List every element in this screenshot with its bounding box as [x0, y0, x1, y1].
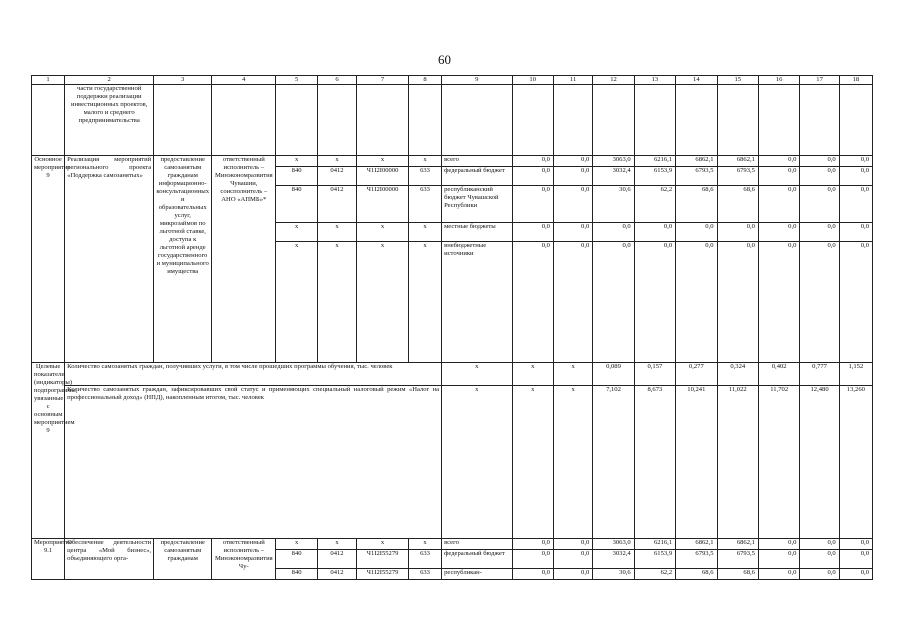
- funding-value: 0,0: [839, 167, 872, 186]
- measure-name: Мероприятие 9.1: [32, 539, 65, 580]
- funding-value: 0,0: [512, 550, 553, 569]
- indicator-value: 1,152: [839, 363, 872, 386]
- column-number: 3: [154, 76, 212, 85]
- funding-value: 6153,9: [634, 167, 675, 186]
- indicator-value: 11,702: [758, 386, 799, 539]
- section-code: x: [317, 242, 356, 363]
- section-code: x: [317, 156, 356, 167]
- grbs-code: x: [276, 242, 317, 363]
- funding-value: 0,0: [758, 569, 799, 580]
- funding-value: 0,0: [593, 223, 634, 242]
- table-cell: [442, 85, 512, 156]
- funding-value: 0,0: [676, 242, 717, 363]
- measure-executor: ответственный исполнитель – Минэкономразвития Чу-: [212, 539, 276, 580]
- column-number: 14: [676, 76, 717, 85]
- funding-value: 0,0: [839, 156, 872, 167]
- column-number: 18: [839, 76, 872, 85]
- funding-value: 0,0: [553, 242, 592, 363]
- funding-value: 0,0: [676, 223, 717, 242]
- table-cell: [800, 85, 839, 156]
- table-cell: [634, 85, 675, 156]
- funding-value: 0,0: [512, 223, 553, 242]
- grbs-code: 840: [276, 167, 317, 186]
- funding-value: 0,0: [758, 539, 799, 550]
- funding-value: 0,0: [512, 569, 553, 580]
- section-code: 0412: [317, 186, 356, 223]
- grbs-code: 840: [276, 186, 317, 223]
- column-number: 10: [512, 76, 553, 85]
- expense-type-code: x: [408, 242, 441, 363]
- indicator-value: 12,480: [800, 386, 839, 539]
- funding-value: 30,6: [593, 186, 634, 223]
- funding-value: 0,0: [800, 186, 839, 223]
- column-number: 13: [634, 76, 675, 85]
- table-cell: [717, 85, 758, 156]
- table-cell: [408, 85, 441, 156]
- funding-value: 0,0: [839, 550, 872, 569]
- indicators-label: Целевые показатели (индикаторы) подпрограммы, увязанные с основным мероприятием 9: [32, 363, 65, 539]
- target-article-code: x: [357, 242, 409, 363]
- funding-value: 3032,4: [593, 550, 634, 569]
- funding-value: 68,6: [676, 186, 717, 223]
- measure-executor: ответственный исполнитель – Минэкономразвития Чувашии, соисполнитель – АНО «АПМБ»*: [212, 156, 276, 363]
- funding-value: 0,0: [512, 242, 553, 363]
- measure-result: предоставление самозанятым гражданам информационно-консультационных и образовательных услуг, микрозаймов по льготной ставке, доступа к льготной аренде государственного и муниципального имущества: [154, 156, 212, 363]
- indicator-value: 11,022: [717, 386, 758, 539]
- measure-description: Реализация мероприятий регионального проекта «Поддержка самозанятых»: [65, 156, 154, 363]
- indicator-text: Количество самозанятых граждан, зафиксировавших свой статус и применяющих специальный налоговый режим «Налог на профессиональный доход» (НПД), накопленным итогом, тыс. человек: [65, 386, 442, 539]
- grbs-code: 840: [276, 550, 317, 569]
- indicator-row: [32, 386, 873, 539]
- target-article-code: x: [357, 539, 409, 550]
- funding-value: 0,0: [800, 156, 839, 167]
- section-code: x: [317, 223, 356, 242]
- funding-value: 0,0: [553, 186, 592, 223]
- funding-value: 0,0: [634, 223, 675, 242]
- funding-value: 0,0: [800, 550, 839, 569]
- funding-value: 0,0: [553, 223, 592, 242]
- funding-value: 3032,4: [593, 167, 634, 186]
- table-cell: [317, 85, 356, 156]
- indicator-value: 0,324: [717, 363, 758, 386]
- table-cell: [32, 85, 65, 156]
- funding-value: 6862,1: [717, 156, 758, 167]
- indicator-value: 0,157: [634, 363, 675, 386]
- target-article-code: Ч1I2I00000: [357, 167, 409, 186]
- table-cell: [212, 85, 276, 156]
- funding-value: 0,0: [553, 550, 592, 569]
- funding-value: 0,0: [839, 242, 872, 363]
- funding-value: 0,0: [512, 539, 553, 550]
- continuation-text: части государственной поддержки реализации инвестиционных проектов, малого и среднего предпринимательства: [65, 85, 154, 156]
- funding-value: 6216,1: [634, 156, 675, 167]
- funding-value: 68,6: [717, 186, 758, 223]
- funding-value: 6216,1: [634, 539, 675, 550]
- grbs-code: x: [276, 156, 317, 167]
- funding-value: 0,0: [800, 539, 839, 550]
- funding-value: 0,0: [758, 186, 799, 223]
- column-number: 6: [317, 76, 356, 85]
- funding-value: 62,2: [634, 186, 675, 223]
- target-article-code: x: [357, 156, 409, 167]
- section-code: 0412: [317, 167, 356, 186]
- measure-name: Основное мероприятие 9: [32, 156, 65, 363]
- target-article-code: Ч1I2I55279: [357, 550, 409, 569]
- indicator-value: 0,277: [676, 363, 717, 386]
- funding-value: 0,0: [839, 223, 872, 242]
- expense-type-code: x: [408, 539, 441, 550]
- funding-value: 6153,9: [634, 550, 675, 569]
- funding-value: 0,0: [634, 242, 675, 363]
- expense-type-code: x: [408, 223, 441, 242]
- continuation-row: [32, 85, 873, 156]
- target-article-code: Ч1I2I00000: [357, 186, 409, 223]
- column-number: 16: [758, 76, 799, 85]
- expense-type-code: 633: [408, 167, 441, 186]
- column-number: 9: [442, 76, 512, 85]
- expense-type-code: 633: [408, 186, 441, 223]
- grbs-code: 840: [276, 569, 317, 580]
- funding-value: 0,0: [553, 156, 592, 167]
- column-number: 1: [32, 76, 65, 85]
- section-code: 0412: [317, 550, 356, 569]
- funding-value: 6793,5: [676, 550, 717, 569]
- column-number: 5: [276, 76, 317, 85]
- indicator-x: x: [442, 386, 512, 539]
- expense-type-code: x: [408, 156, 441, 167]
- grbs-code: x: [276, 223, 317, 242]
- funding-value: 3063,0: [593, 156, 634, 167]
- measure-row: [32, 539, 873, 550]
- funding-value: 30,6: [593, 569, 634, 580]
- table-cell: [839, 85, 872, 156]
- indicator-x: x: [553, 386, 592, 539]
- funding-value: 0,0: [512, 156, 553, 167]
- funding-source: федеральный бюджет: [442, 167, 512, 186]
- table-cell: [676, 85, 717, 156]
- funding-value: 0,0: [717, 242, 758, 363]
- funding-value: 0,0: [758, 156, 799, 167]
- funding-value: 0,0: [593, 242, 634, 363]
- indicator-x: x: [512, 386, 553, 539]
- funding-value: 0,0: [839, 539, 872, 550]
- indicator-value: 13,260: [839, 386, 872, 539]
- section-code: 0412: [317, 569, 356, 580]
- section-code: x: [317, 539, 356, 550]
- column-number: 15: [717, 76, 758, 85]
- expense-type-code: 633: [408, 569, 441, 580]
- funding-value: 6862,1: [676, 539, 717, 550]
- measure-description: Обеспечение деятельности центра «Мой бизнес», объединяющего орга-: [65, 539, 154, 580]
- funding-value: 0,0: [717, 223, 758, 242]
- table-cell: [357, 85, 409, 156]
- funding-value: 0,0: [553, 539, 592, 550]
- funding-value: 6862,1: [717, 539, 758, 550]
- funding-source: местные бюджеты: [442, 223, 512, 242]
- funding-value: 0,0: [800, 223, 839, 242]
- indicator-value: 0,089: [593, 363, 634, 386]
- indicator-text: Количество самозанятых граждан, получивших услуги, в том числе прошедших программы обучения, тыс. человек: [65, 363, 442, 386]
- grbs-code: x: [276, 539, 317, 550]
- funding-source: республиканский бюджет Чувашской Республики: [442, 186, 512, 223]
- indicator-x: x: [442, 363, 512, 386]
- funding-value: 68,6: [717, 569, 758, 580]
- funding-value: 0,0: [758, 167, 799, 186]
- target-article-code: Ч1I2I55279: [357, 569, 409, 580]
- indicator-row: [32, 363, 873, 386]
- indicator-x: x: [512, 363, 553, 386]
- program-table: [31, 75, 873, 580]
- funding-value: 62,2: [634, 569, 675, 580]
- column-number: 2: [65, 76, 154, 85]
- column-number: 11: [553, 76, 592, 85]
- expense-type-code: 633: [408, 550, 441, 569]
- funding-value: 0,0: [839, 569, 872, 580]
- indicator-value: 0,777: [800, 363, 839, 386]
- target-article-code: x: [357, 223, 409, 242]
- funding-value: 0,0: [800, 167, 839, 186]
- indicator-value: 10,241: [676, 386, 717, 539]
- funding-value: 0,0: [839, 186, 872, 223]
- indicator-value: 8,673: [634, 386, 675, 539]
- funding-value: 0,0: [800, 242, 839, 363]
- measure-result: предоставление самозанятым гражданам: [154, 539, 212, 580]
- funding-source: внебюджетные источники: [442, 242, 512, 363]
- funding-value: 6793,5: [676, 167, 717, 186]
- measure-row: [32, 156, 873, 167]
- funding-value: 0,0: [758, 242, 799, 363]
- funding-value: 0,0: [800, 569, 839, 580]
- funding-source: федеральный бюджет: [442, 550, 512, 569]
- column-number: 8: [408, 76, 441, 85]
- funding-value: 68,6: [676, 569, 717, 580]
- indicator-x: x: [553, 363, 592, 386]
- table-cell: [758, 85, 799, 156]
- funding-value: 6793,5: [717, 550, 758, 569]
- table-cell: [276, 85, 317, 156]
- funding-value: 0,0: [553, 569, 592, 580]
- column-number: 12: [593, 76, 634, 85]
- funding-value: 0,0: [512, 167, 553, 186]
- indicator-value: 7,102: [593, 386, 634, 539]
- table-cell: [512, 85, 553, 156]
- column-number: 7: [357, 76, 409, 85]
- funding-value: 0,0: [512, 186, 553, 223]
- column-number: 17: [800, 76, 839, 85]
- header-row: [32, 76, 873, 85]
- funding-value: 3063,0: [593, 539, 634, 550]
- funding-value: 6793,5: [717, 167, 758, 186]
- funding-value: 0,0: [553, 167, 592, 186]
- funding-value: 6862,1: [676, 156, 717, 167]
- table-cell: [593, 85, 634, 156]
- indicator-value: 0,402: [758, 363, 799, 386]
- table-cell: [154, 85, 212, 156]
- funding-source: всего: [442, 156, 512, 167]
- page-number: 60: [438, 52, 451, 67]
- funding-value: 0,0: [758, 223, 799, 242]
- column-number: 4: [212, 76, 276, 85]
- funding-source: всего: [442, 539, 512, 550]
- table-cell: [553, 85, 592, 156]
- funding-value: 0,0: [758, 550, 799, 569]
- funding-source: республикан-: [442, 569, 512, 580]
